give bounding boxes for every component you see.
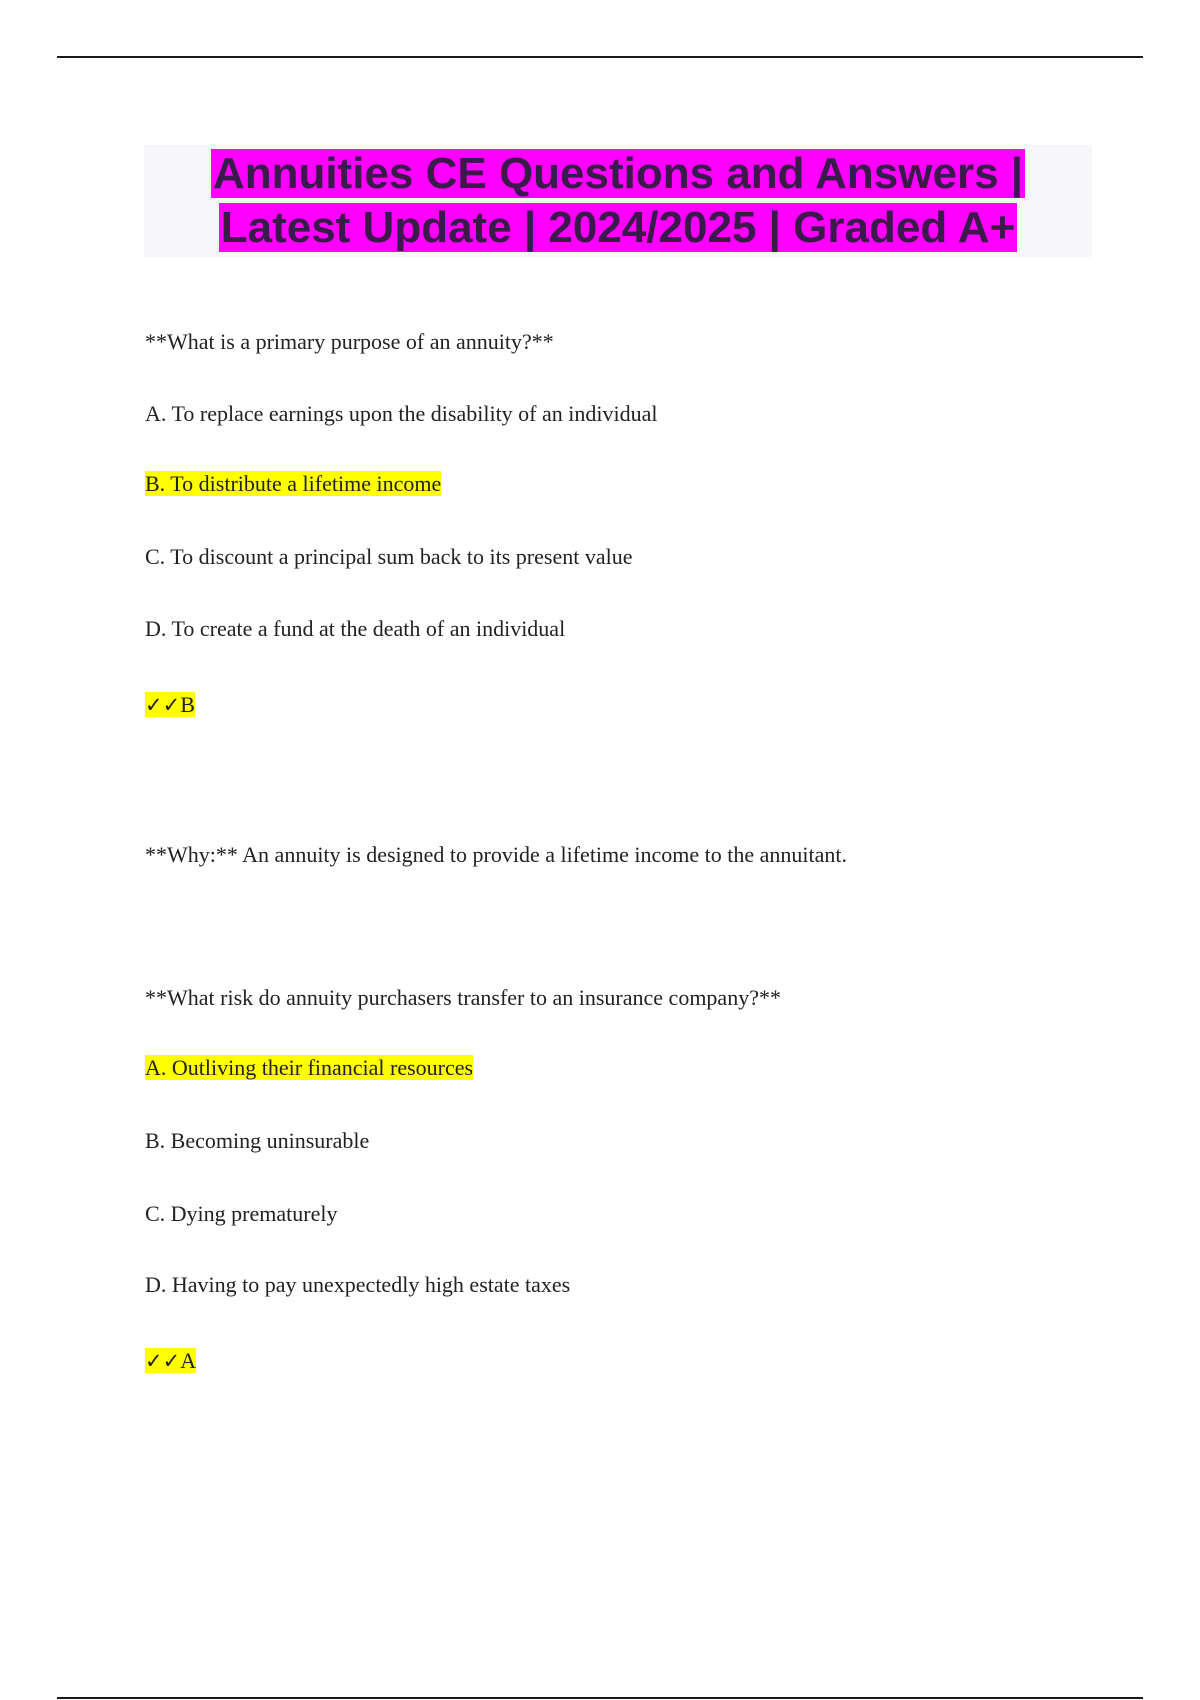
- question-2-option-d: D. Having to pay unexpectedly high estate taxes: [145, 1272, 571, 1297]
- question-1-option-d: D. To create a fund at the death of an individual: [145, 616, 566, 641]
- question-2-option-c: C. Dying prematurely: [145, 1201, 338, 1226]
- title-line-1: Annuities CE Questions and Answers |: [212, 149, 1024, 198]
- bottom-rule: [57, 1697, 1143, 1699]
- document-title: [144, 145, 1092, 257]
- check-icon: ✓✓: [145, 693, 181, 717]
- check-icon: ✓✓: [145, 1349, 181, 1373]
- question-1-text: **What is a primary purpose of an annuity?**: [145, 329, 554, 354]
- question-2-text: **What risk do annuity purchasers transfer to an insurance company?**: [145, 985, 781, 1010]
- question-1-answer: [145, 690, 195, 720]
- question-1-why: **Why:** An annuity is designed to provide a lifetime income to the annuitant.: [145, 842, 848, 867]
- title-line-2: Latest Update | 2024/2025 | Graded A+: [220, 203, 1016, 252]
- top-rule: [57, 56, 1143, 58]
- answer-letter: B: [180, 692, 195, 717]
- question-2-option-a: [145, 1053, 473, 1083]
- question-1-option-c: C. To discount a principal sum back to its present value: [145, 544, 633, 569]
- question-2-option-b: B. Becoming uninsurable: [145, 1128, 370, 1153]
- question-1-option-b: [145, 469, 441, 499]
- question-1-option-a: A. To replace earnings upon the disability of an individual: [145, 401, 658, 426]
- answer-letter: A: [180, 1348, 197, 1373]
- correct-option-highlight: B. To distribute a lifetime income: [145, 471, 442, 496]
- correct-option-highlight: A. Outliving their financial resources: [145, 1055, 474, 1080]
- question-2-answer: [145, 1346, 196, 1376]
